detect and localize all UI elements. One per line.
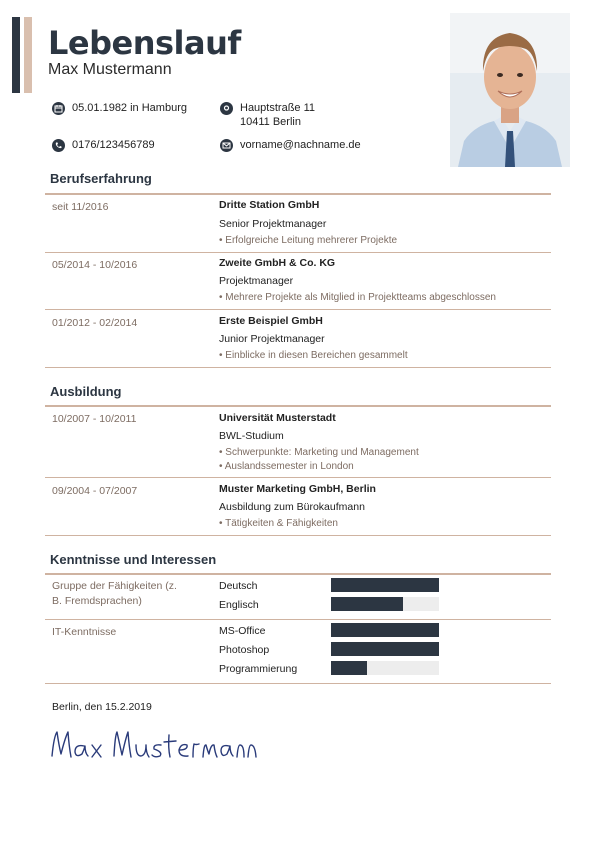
entry-divider [45,252,551,253]
entry-role: Senior Projektmanager [219,218,327,230]
entry-divider [45,367,551,368]
skill-group-label: IT-Kenntnisse [52,626,117,638]
entry-date: 10/2007 - 10/2011 [52,413,137,425]
phone-icon [52,139,65,152]
skill-level-fill [331,642,439,656]
place-date: Berlin, den 15.2.2019 [52,701,152,713]
skill-level-bar [331,578,439,592]
entry-organization: Universität Musterstadt [219,412,336,424]
entry-role: Junior Projektmanager [219,333,325,345]
skill-level-fill [331,661,367,675]
address-info [220,101,315,129]
envelope-icon [220,139,233,152]
handwritten-signature [48,728,278,777]
skill-name: Photoshop [219,644,270,656]
entry-divider [45,535,551,536]
section-title-berufserfahrung: Berufserfahrung [50,171,152,186]
section-end-rule [45,683,551,684]
skill-level-fill [331,623,439,637]
skill-name: Deutsch [219,580,258,592]
skill-group-label: B. Fremdsprachen) [52,595,142,607]
entry-bullet: • Mehrere Projekte als Mitglied in Projektteams abgeschlossen [219,292,496,303]
section-rule [45,193,551,195]
location-pin-icon [220,102,233,115]
section-title-ausbildung: Ausbildung [50,384,122,399]
street-text: Hauptstraße 11 [240,102,316,114]
entry-date: 05/2014 - 10/2016 [52,259,138,271]
entry-organization: Dritte Station GmbH [219,199,320,211]
entry-organization: Muster Marketing GmbH, Berlin [219,483,376,495]
entry-divider [45,619,551,620]
email-info [220,138,361,152]
entry-role: Ausbildung zum Bürokaufmann [219,501,365,513]
entry-date: 09/2004 - 07/2007 [52,485,138,497]
skill-name: Englisch [219,599,259,611]
page-title: Lebenslauf [48,24,241,62]
skill-level-bar [331,661,439,675]
entry-bullet: • Tätigkeiten & Fähigkeiten [219,518,338,529]
entry-bullet: • Einblicke in diesen Bereichen gesammelt [219,350,408,361]
skill-level-bar [331,597,439,611]
skill-level-fill [331,597,403,611]
entry-divider [45,309,551,310]
skill-name: MS-Office [219,625,266,637]
entry-bullet: • Erfolgreiche Leitung mehrerer Projekte [219,235,398,246]
accent-bar-light [24,17,32,93]
city-text: 10411 Berlin [240,116,301,128]
section-title-kenntnisse: Kenntnisse und Interessen [50,552,217,567]
entry-bullet: • Auslandssemester in London [219,461,354,472]
skill-name: Programmierung [219,663,298,675]
entry-date: seit 11/2016 [52,201,109,213]
section-rule [45,405,551,407]
email-text: vorname@nachname.de [240,139,361,151]
birth-text: 05.01.1982 in Hamburg [72,102,187,114]
entry-organization: Erste Beispiel GmbH [219,315,323,327]
phone-info [52,138,155,152]
skill-group-label: Gruppe der Fähigkeiten (z. [52,580,177,592]
applicant-name: Max Mustermann [48,61,172,78]
phone-text: 0176/123456789 [72,139,155,151]
calendar-icon [52,102,65,115]
entry-role: BWL-Studium [219,430,284,442]
entry-divider [45,477,551,478]
entry-organization: Zweite GmbH & Co. KG [219,257,336,269]
skill-level-fill [331,578,439,592]
birth-info [52,101,187,115]
section-rule [45,573,551,575]
accent-bar-dark [12,17,20,93]
entry-bullet: • Schwerpunkte: Marketing und Management [219,447,419,458]
entry-date: 01/2012 - 02/2014 [52,317,138,329]
profile-photo [450,13,570,167]
skill-level-bar [331,642,439,656]
entry-role: Projektmanager [219,275,294,287]
skill-level-bar [331,623,439,637]
